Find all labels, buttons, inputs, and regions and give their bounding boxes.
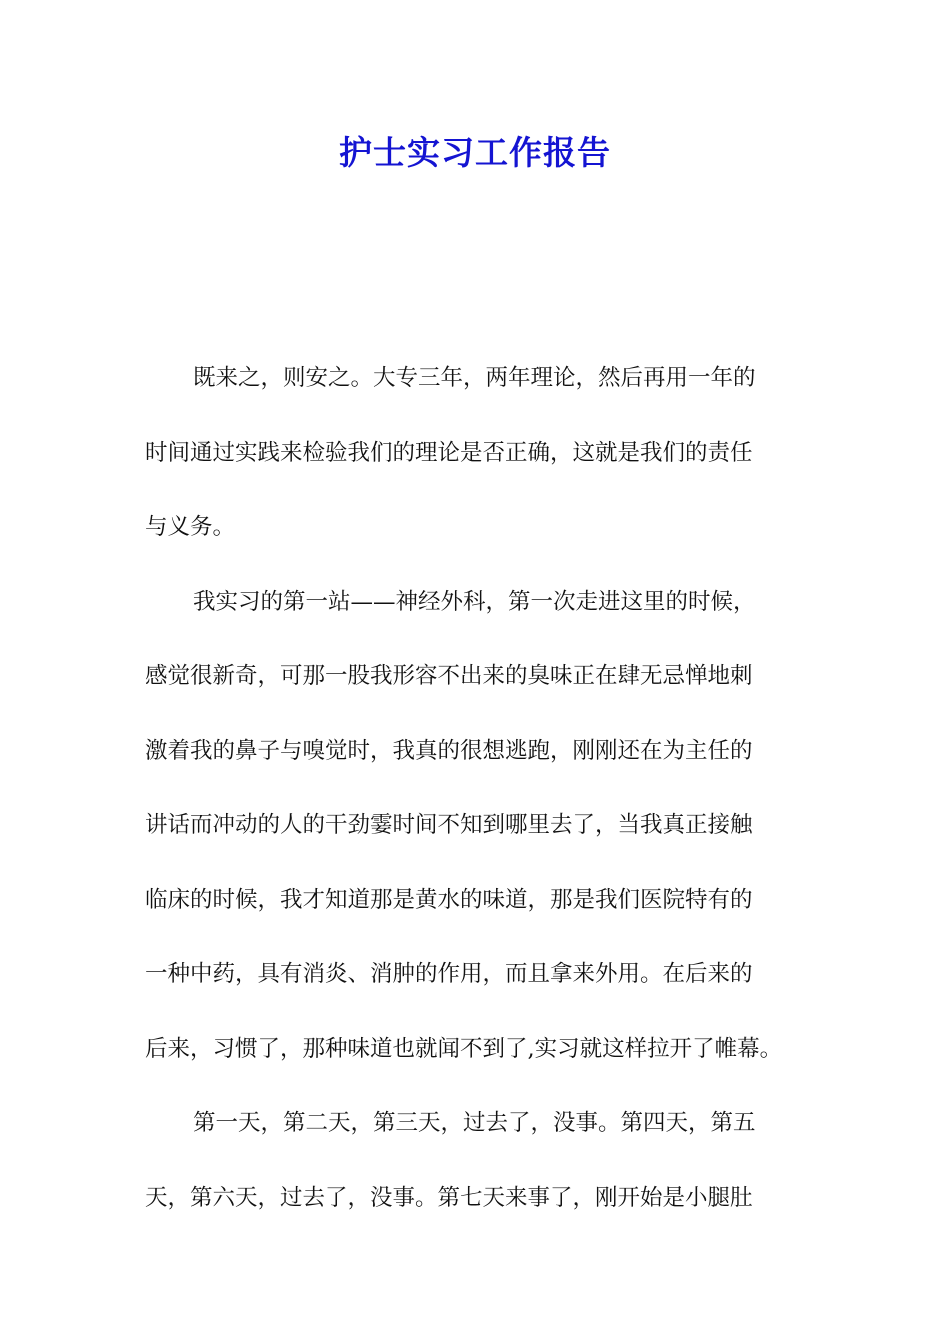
paragraph-1-line-1: 既来之，则安之。大专三年，两年理论，然后再用一年的 [193, 365, 756, 391]
paragraph-3-line-2: 天，第六天，过去了，没事。第七天来事了，刚开始是小腿肚 [145, 1184, 753, 1211]
paragraph-2-line-5: 临床的时候，我才知道那是黄水的味道，那是我们医院特有的 [145, 886, 753, 913]
paragraph-2-line-1: 我实习的第一站——神经外科，第一次走进这里的时候， [193, 588, 756, 615]
paragraph-2-line-7: 后来，习惯了，那种味道也就闻不到了,实习就这样拉开了帷幕。 [145, 1035, 783, 1062]
document-title: 护士实习工作报告 [339, 133, 611, 172]
paragraph-1-line-2: 时间通过实践来检验我们的理论是否正确，这就是我们的责任 [145, 439, 753, 466]
paragraph-1-line-3: 与义务。 [145, 514, 236, 540]
paragraph-2-line-6: 一种中药，具有消炎、消肿的作用，而且拿来外用。在后来的 [145, 961, 753, 987]
paragraph-3-line-1: 第一天，第二天，第三天，过去了，没事。第四天，第五 [193, 1110, 756, 1136]
paragraph-2-line-4: 讲话而冲动的人的干劲霎时间不知到哪里去了，当我真正接触 [145, 812, 753, 838]
paragraph-2-line-3: 激着我的鼻子与嗅觉时，我真的很想逃跑，刚刚还在为主任的 [145, 737, 753, 764]
document-body [145, 341, 817, 1235]
paragraph-2-line-2: 感觉很新奇，可那一股我形容不出来的臭味正在肆无忌惮地刺 [145, 663, 753, 689]
